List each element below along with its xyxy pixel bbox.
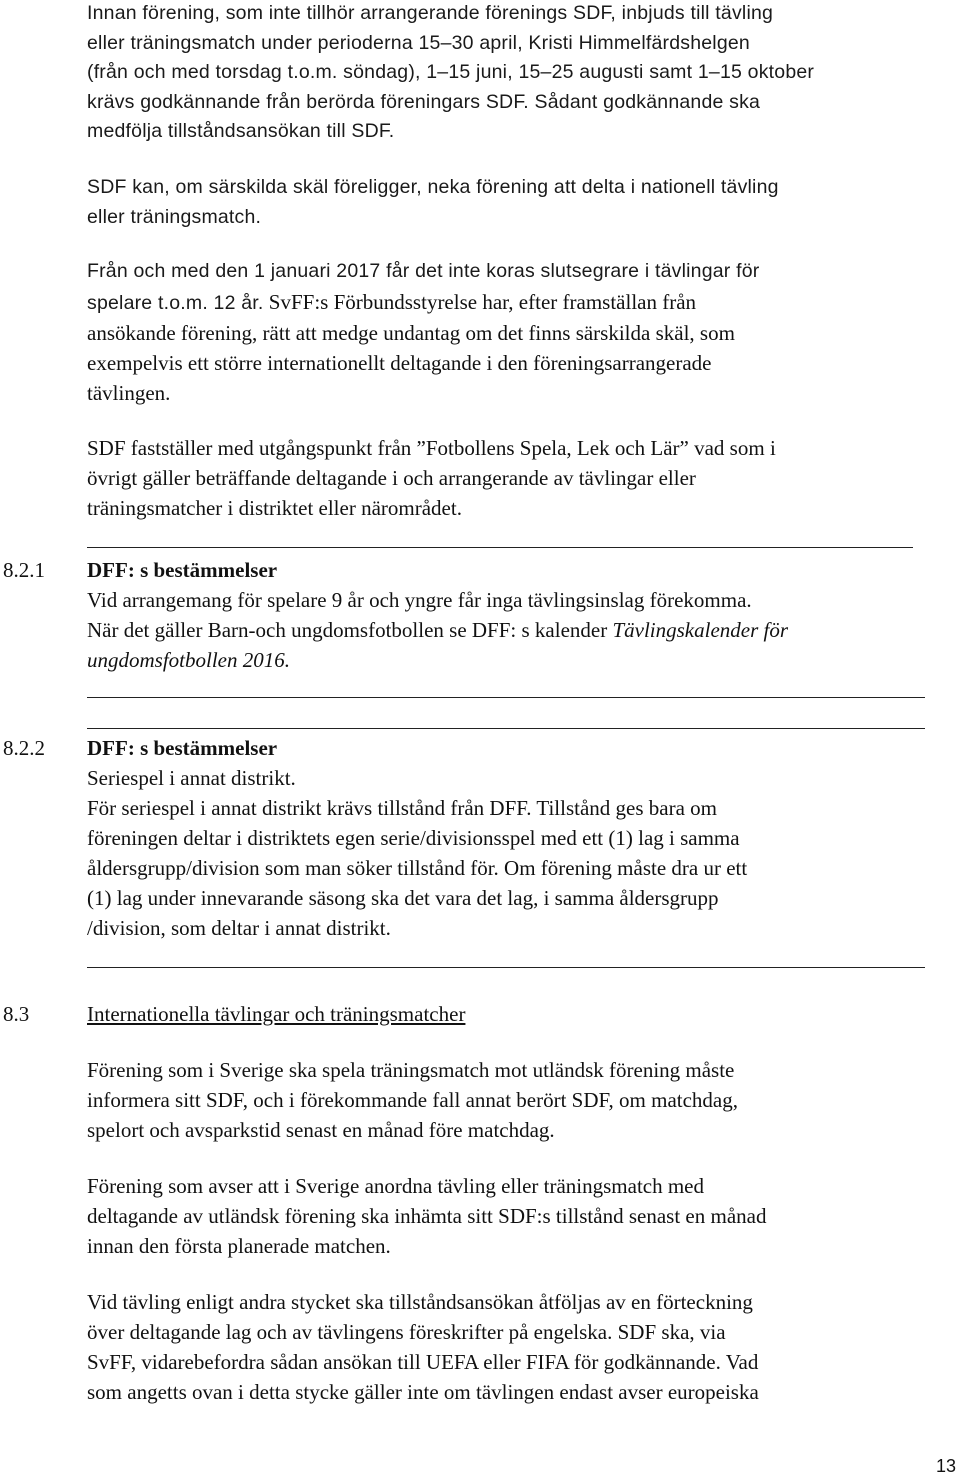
text-line: exempelvis ett större internationellt deltagande i den föreningsarrangerade (87, 351, 712, 375)
paragraph-foreign-participation (87, 1171, 957, 1261)
text-line: (1) lag under innevarande säsong ska det vara det lag, i samma åldersgrupp (87, 886, 719, 910)
text-line: över deltagande lag och av tävlingens föreskrifter på engelska. SDF ska, via (87, 1320, 726, 1344)
section-8-3-heading-block (87, 999, 957, 1029)
horizontal-rule (87, 728, 925, 729)
paragraph-invitation-rules (87, 0, 957, 147)
page-number: 13 (935, 1456, 956, 1476)
paragraph-sdf-determines (87, 433, 957, 523)
section-8-2-2 (87, 733, 957, 943)
section-number: 8.2.2 (3, 736, 45, 760)
text-line: ansökande förening, rätt att medge undantag om det finns särskilda skäl, som (87, 321, 735, 345)
text-line: som angetts ovan i detta stycke gäller inte om tävlingen endast avser europeiska (87, 1380, 759, 1404)
calendar-title-italic: ungdomsfotbollen 2016. (87, 648, 290, 672)
text-line: SvFF, vidarebefordra sådan ansökan till UEFA eller FIFA för godkännande. Vad (87, 1350, 759, 1374)
calendar-title-italic: Tävlingskalender för (612, 618, 789, 642)
text-line: Vid tävling enligt andra stycket ska tillståndsansökan åtföljas av en förteckning (87, 1290, 753, 1314)
text-line: (från och med torsdag t.o.m. söndag), 1–15 juni, 15–25 augusti samt 1–15 oktober (87, 61, 815, 83)
text-line: Vid arrangemang för spelare 9 år och yngre får inga tävlingsinslag förekomma. (87, 588, 752, 612)
text-line: eller träningsmatch under perioderna 15–30 april, Kristi Himmelfärdshelgen (87, 31, 750, 54)
text-line: deltagande av utländsk förening ska inhämta sitt SDF:s tillstånd senast en månad (87, 1204, 767, 1228)
text-line: medfölja tillståndsansökan till SDF. (87, 120, 395, 142)
text-line: SDF kan, om särskilda skäl föreligger, neka förening att delta i nationell tävling (87, 176, 779, 198)
text-span: spelare t.o.m. 12 år. (87, 291, 264, 314)
text-line: innan den första planerade matchen. (87, 1234, 391, 1258)
text-line: Seriespel i annat distrikt. (87, 766, 296, 790)
text-span: SvFF:s Förbundsstyrelse har, efter framställan från (263, 289, 697, 314)
text-line (87, 645, 957, 675)
text-line: eller träningsmatch. (87, 205, 262, 228)
section-number: 8.3 (3, 1002, 30, 1026)
text-line (87, 615, 957, 645)
text-line: Förening som i Sverige ska spela träningsmatch mot utländsk förening måste (87, 1058, 735, 1082)
text-line: Innan förening, som inte tillhör arrangerande förenings SDF, inbjuds till tävling (87, 2, 774, 24)
section-heading: Internationella tävlingar och träningsmatcher (87, 1002, 466, 1026)
text-line: krävs godkännande från berörda föreningars SDF. Sådant godkännande ska (87, 90, 761, 113)
text-line: tävlingen. (87, 381, 171, 405)
text-line: övrigt gäller beträffande deltagande i och arrangerande av tävlingar eller (87, 466, 696, 490)
text-line: informera sitt SDF, och i förekommande fall annat berört SDF, om matchdag, (87, 1088, 738, 1112)
text-line: För seriespel i annat distrikt krävs tillstånd från DFF. Tillstånd ges bara om (87, 796, 718, 820)
text-line: /division, som deltar i annat distrikt. (87, 916, 391, 940)
section-heading: DFF: s bestämmelser (87, 736, 278, 760)
text-span: När det gäller Barn-och ungdomsfotbollen se DFF: s kalender (87, 618, 613, 642)
text-line: Från och med den 1 januari 2017 får det inte koras slutsegrare i tävlingar för (87, 260, 760, 282)
text-line (87, 287, 957, 319)
horizontal-rule (87, 967, 925, 968)
paragraph-sdf-refusal (87, 173, 957, 232)
paragraph-training-match-abroad (87, 1055, 957, 1145)
section-number: 8.2.1 (3, 558, 45, 582)
paragraph-application-list (87, 1287, 957, 1407)
text-line: föreningen deltar i distriktets egen serie/divisionsspel med ett (1) lag i samma (87, 826, 740, 850)
section-heading: DFF: s bestämmelser (87, 558, 278, 582)
horizontal-rule (87, 697, 925, 698)
section-8-2-1 (87, 555, 957, 675)
horizontal-rule (87, 547, 913, 548)
text-line: Förening som avser att i Sverige anordna tävling eller träningsmatch med (87, 1174, 704, 1198)
text-line: spelort och avsparkstid senast en månad före matchdag. (87, 1118, 555, 1142)
text-line: åldersgrupp/division som man söker tillstånd för. Om förening måste dra ur ett (87, 856, 748, 880)
text-line: träningsmatcher i distriktet eller närområdet. (87, 496, 462, 520)
paragraph-no-winners-rule (87, 257, 957, 408)
text-line: SDF fastställer med utgångspunkt från ”Fotbollens Spela, Lek och Lär” vad som i (87, 436, 776, 460)
